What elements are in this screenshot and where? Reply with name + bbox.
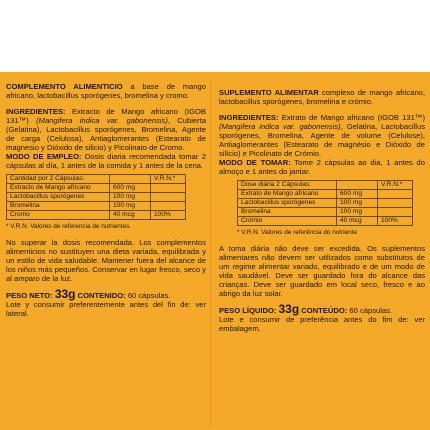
table-row: [7, 211, 186, 220]
net-weight-label: PESO LÍQUIDO:: [219, 306, 279, 315]
table-cell: [151, 193, 186, 202]
table-cell: Lactobacillus sporógenes: [7, 193, 110, 202]
table-cell: 40 mcg: [337, 217, 378, 226]
ingredients-title: INGREDIENTES:: [219, 113, 279, 122]
table-cell: 40 mcg: [110, 211, 151, 220]
table-cell: Bromelina: [238, 208, 337, 217]
ingredients-text-rest: , Cubierta (Gelatina), Lactobacillus sporógenes, Bromelina, Agente de carga (Celulosa), Antiaglomerantes (Estearato de magnesio y Dióxido de silicio) y Picolinato de Cromo.: [6, 116, 206, 152]
table-note: * V.R.N. Valores de referência do nutriente: [237, 229, 358, 236]
table-header-row: [7, 175, 186, 184]
lot-text: Lote e consumir de preferência antes do fim de: ver embalagem.: [219, 315, 425, 333]
complement-paragraph: [6, 82, 206, 100]
table-cell: 600 mg: [337, 190, 378, 199]
complement-text: a base de mango africano, lactobacillus sporógenes, bromelina y cromo.: [6, 82, 207, 100]
content-value: 60 cápsulas.: [347, 306, 393, 315]
table-cell: [378, 190, 413, 199]
table-row: [238, 199, 413, 208]
table-cell: Cromo: [7, 211, 110, 220]
net-weight-value: 33g: [278, 302, 300, 316]
ingredients-title: INGREDIENTES:: [6, 107, 66, 116]
table-header-row: [238, 181, 413, 190]
ingredients-text: Extracto de Mango africano (IGOB 131™): [6, 107, 206, 125]
ingredients-paragraph: [219, 113, 425, 158]
net-weight-line: [219, 302, 425, 316]
net-weight-line: [6, 287, 206, 301]
column-divider: [210, 80, 211, 426]
usage-text: Tome 2 cápsulas ao dia, 1 antes do almoço e 1 antes do jantar.: [219, 158, 425, 176]
usage-title: MODO DE EMPLEO:: [6, 152, 82, 161]
table-cell: [151, 202, 186, 211]
content-value: 60 cápsulas.: [125, 291, 171, 300]
portuguese-column: [219, 82, 425, 333]
table-row: [7, 184, 186, 193]
usage-paragraph: [6, 152, 206, 170]
ingredients-paragraph: [6, 107, 206, 152]
complement-text: complexo de mango africano, lactobacillus sporógenes, bromelina e crómio.: [219, 88, 425, 106]
usage-paragraph: [219, 158, 425, 176]
complement-paragraph: [219, 88, 425, 106]
nutrition-table: [6, 174, 186, 220]
table-cell: 100 mg: [110, 202, 151, 211]
ingredients-text-rest: , Gelatina, Lactobacillus sporógenes, Bromelina, Agente de volume (Celulose), Antiaglomerantes (Estearato de magnésio e Dióxido de silício) e Picolinato de Crómio.: [219, 122, 426, 158]
table-cell: Lactobacillus sporógenes: [238, 199, 337, 208]
table-row: [7, 202, 186, 211]
table-note: * V.R.N. Valores de referencia de nutrientes.: [6, 223, 132, 230]
table-row: [7, 193, 186, 202]
table-cell: [378, 199, 413, 208]
table-header-cell: Cantidad por 2 Cápsulas:: [7, 175, 110, 184]
table-cell: 100%: [378, 217, 413, 226]
ingredients-text: Extrato de Mango africano (IGOB 131™): [278, 113, 425, 122]
table-row: [238, 217, 413, 226]
ingredients-species: (Mangifera indica var. gabonensis): [36, 116, 168, 125]
table-header-cell: [337, 181, 378, 190]
complement-title: SUPLEMENTO ALIMENTAR: [219, 88, 319, 97]
spanish-column: [6, 82, 206, 318]
table-cell: 100 mg: [337, 199, 378, 208]
lot-text: Lote y consumir preferentemente antes del fin de: ver lateral.: [6, 300, 206, 318]
usage-text: Dosis diaria recomendada tomar 2 cápsulas al día, 1 antes de la comida y 1 antes de la cena.: [6, 152, 206, 170]
table-cell: Bromelina: [7, 202, 110, 211]
warning-paragraph: A toma diária não deve ser excedida. Os suplementos alimentares não devem ser utilizados como substitutos de um regime alimentar variado, equilibrado e de um modo de vida saudável. Deve ser guardado fora do alcance das crianças. Deve ser guardado em local seco, fresco e ao abrigo da luz solar.: [219, 244, 425, 298]
table-header-cell: V.R.N.*: [151, 175, 186, 184]
net-weight-label: PESO NETO:: [6, 291, 55, 300]
table-cell: Crómio: [238, 217, 337, 226]
table-row: [238, 190, 413, 199]
usage-title: MODO DE TOMAR:: [219, 158, 291, 167]
table-header-cell: V.R.N.*: [378, 181, 413, 190]
complement-title: COMPLEMENTO ALIMENTICIO: [6, 82, 123, 91]
table-cell: Extrato de Mango africano: [238, 190, 337, 199]
table-row: [238, 208, 413, 217]
table-header-cell: [110, 175, 151, 184]
table-cell: 100 mg: [110, 193, 151, 202]
table-cell: [151, 184, 186, 193]
warning-paragraph: No superar la dosis recomendada. Los complementos alimenticios no sustituyen una dieta variada, equilibrada y un estilo de vida saludable. Mantener fuera del alcance de los niños más pequeños. Conservar en lugar fresco, seco y al amparo de la luz.: [6, 238, 206, 283]
table-cell: 100 mg: [337, 208, 378, 217]
table-cell: Extracto de Mango africano: [7, 184, 110, 193]
table-header-cell: Dose diária 2 Cápsulas:: [238, 181, 337, 190]
content-label: CONTEÚDO:: [299, 306, 348, 315]
table-cell: [378, 208, 413, 217]
table-cell: 600 mg: [110, 184, 151, 193]
ingredients-species: (Mangifera indica var. gabonensis): [219, 122, 341, 131]
content-label: CONTENIDO:: [75, 291, 126, 300]
nutrition-table: [237, 180, 413, 226]
net-weight-value: 33g: [54, 287, 76, 301]
table-cell: 100%: [151, 211, 186, 220]
